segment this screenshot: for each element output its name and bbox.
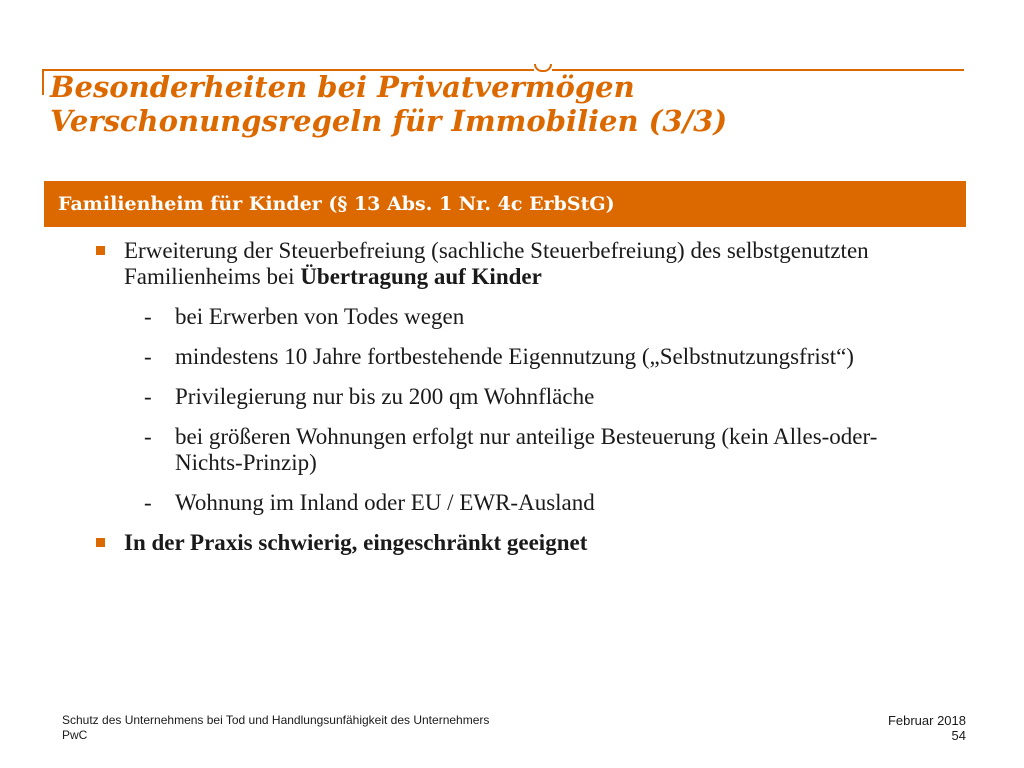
dash-bullet: - (144, 424, 152, 449)
dash-bullet: - (144, 384, 152, 409)
title-left-tick (42, 69, 44, 95)
dash-bullet: - (144, 490, 152, 515)
bullet-item-1-text-regular: Erweiterung der Steuerbefreiung (sachliche Steuerbefreiung) des selbstgenutzten Familienheims bei (124, 238, 869, 289)
bullet-item-1-text-bold: Übertragung auf Kinder (300, 264, 542, 289)
content-list (0, 238, 1024, 570)
sub-item (0, 424, 1024, 476)
dash-bullet: - (144, 344, 152, 369)
sub-item-text: bei größeren Wohnungen erfolgt nur anteilige Besteuerung (kein Alles-oder-Nichts-Prinzip) (175, 424, 878, 475)
footer-left (62, 713, 489, 743)
slide-title (50, 70, 950, 138)
square-bullet-icon (96, 246, 105, 255)
sub-item (0, 384, 1024, 410)
sub-item-text: Wohnung im Inland oder EU / EWR-Ausland (175, 490, 595, 515)
sub-item-text: mindestens 10 Jahre fortbestehende Eigennutzung („Selbstnutzungsfrist“) (175, 344, 854, 369)
slide-title-line1: Besonderheiten bei Privatvermögen (50, 70, 635, 104)
footer-subtitle: Schutz des Unternehmens bei Tod und Handlungsunfähigkeit des Unternehmers (62, 713, 490, 727)
sub-item (0, 344, 1024, 370)
sub-item-text: bei Erwerben von Todes wegen (175, 304, 465, 329)
footer-company: PwC (62, 728, 88, 742)
square-bullet-icon (96, 538, 105, 547)
bullet-item-1 (0, 238, 1024, 290)
footer-right (888, 713, 966, 743)
slide-title-line2: Verschonungsregeln für Immobilien (3/3) (50, 104, 728, 138)
sub-item (0, 304, 1024, 330)
bullet-item-1-text (124, 238, 884, 290)
page-number: 54 (951, 728, 966, 743)
section-header: Familienheim für Kinder (§ 13 Abs. 1 Nr. 4c ErbStG) (44, 181, 966, 227)
sub-item (0, 490, 1024, 516)
sub-item-text: Privilegierung nur bis zu 200 qm Wohnfläche (175, 384, 595, 409)
bullet-item-2 (0, 530, 1024, 556)
bullet-item-2-text: In der Praxis schwierig, eingeschränkt geeignet (124, 530, 588, 555)
footer-date: Februar 2018 (887, 713, 966, 728)
dash-bullet: - (144, 304, 152, 329)
